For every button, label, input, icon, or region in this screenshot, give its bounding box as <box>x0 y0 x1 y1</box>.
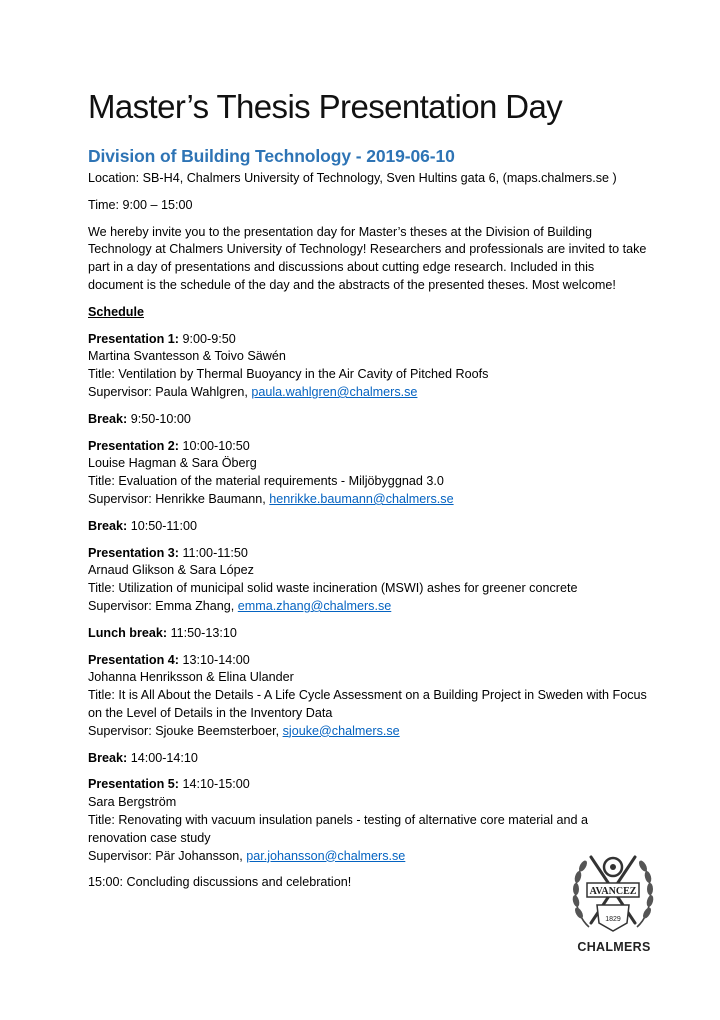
thesis-title: Title: Utilization of municipal solid waste incineration (MSWI) ashes for greener concrete <box>88 581 578 596</box>
subtitle: Division of Building Technology - 2019-06-10 <box>88 146 455 166</box>
presentation-time: 11:00-11:50 <box>178 545 248 560</box>
thesis-title: Title: Evaluation of the material requirements - Miljöbyggnad 3.0 <box>88 474 444 489</box>
supervisor-email-link[interactable]: emma.zhang@chalmers.se <box>237 598 392 613</box>
thesis-title: Title: Renovating with vacuum insulation panels - testing of alternative core material and a <box>88 812 589 827</box>
authors: Sara Bergström <box>88 795 177 810</box>
presentation-label: Presentation 4: <box>88 652 179 667</box>
presentation-label: Presentation 3: <box>88 545 179 560</box>
break-2: Break: 10:50-11:00 <box>88 518 197 533</box>
authors: Arnaud Glikson & Sara López <box>88 563 254 578</box>
presentation-time: 9:00-9:50 <box>178 331 236 346</box>
intro-line: We hereby invite you to the presentation day for Master’s theses at the Division of Building <box>88 224 593 239</box>
thesis-title-continued: renovation case study <box>88 830 211 845</box>
presentation-3 <box>88 545 643 616</box>
thesis-title-continued: on the Level of Details in the Inventory Data <box>88 705 333 720</box>
chalmers-wordmark: CHALMERS <box>577 940 651 954</box>
presentation-time: 10:00-10:50 <box>178 438 250 453</box>
supervisor: Supervisor: Henrikke Baumann, <box>88 491 270 506</box>
presentation-2 <box>88 438 643 509</box>
supervisor-email-link[interactable]: sjouke@chalmers.se <box>282 723 400 738</box>
intro-line: Technology at Chalmers University of Technology! Researchers and professionals are invited to take <box>88 242 647 257</box>
thesis-title: Title: Ventilation by Thermal Buoyancy in the Air Cavity of Pitched Roofs <box>88 367 489 382</box>
intro-line: document is the schedule of the day and the abstracts of the presented theses. Most welcome! <box>88 277 616 292</box>
supervisor-email-link[interactable]: paula.wahlgren@chalmers.se <box>251 384 418 399</box>
presentation-4 <box>88 652 647 741</box>
authors: Louise Hagman & Sara Öberg <box>88 456 257 471</box>
supervisor: Supervisor: Sjouke Beemsterboer, <box>88 723 283 738</box>
authors: Martina Svantesson & Toivo Säwén <box>88 349 286 364</box>
break-1: Break: 9:50-10:00 <box>88 411 191 426</box>
presentation-label: Presentation 2: <box>88 438 179 453</box>
break-3: Break: 14:00-14:10 <box>88 750 198 765</box>
chalmers-seal-logo <box>567 843 659 939</box>
supervisor-email-link[interactable]: par.johansson@chalmers.se <box>246 848 406 863</box>
presentation-label: Presentation 5: <box>88 777 179 792</box>
seal-year: 1829 <box>605 916 621 923</box>
thesis-title: Title: It is All About the Details - A Life Cycle Assessment on a Building Project in Sweden with Focus <box>88 688 647 703</box>
intro-paragraph <box>88 224 647 295</box>
supervisor: Supervisor: Paula Wahlgren, <box>88 384 252 399</box>
presentation-time: 13:10-14:00 <box>178 652 250 667</box>
time-line: Time: 9:00 – 15:00 <box>88 197 193 212</box>
authors: Johanna Henriksson & Elina Ulander <box>88 670 294 685</box>
presentation-5 <box>88 776 643 865</box>
intro-line: part in a day of presentations and discussions about cutting edge research. Included in this <box>88 260 595 275</box>
presentation-time: 14:10-15:00 <box>178 777 250 792</box>
presentation-label: Presentation 1: <box>88 331 179 346</box>
supervisor: Supervisor: Emma Zhang, <box>88 598 238 613</box>
location-line: Location: SB-H4, Chalmers University of Technology, Sven Hultins gata 6, (maps.chalmers.se ) <box>88 171 617 185</box>
document-body <box>88 170 647 901</box>
page-title: Master’s Thesis Presentation Day <box>88 88 563 125</box>
supervisor: Supervisor: Pär Johansson, <box>88 848 247 863</box>
presentation-1 <box>88 331 643 402</box>
lunch-break: Lunch break: 11:50-13:10 <box>88 625 237 640</box>
schedule-heading: Schedule <box>88 304 144 319</box>
closing-line: 15:00: Concluding discussions and celebration! <box>88 875 352 890</box>
seal-motto: AVANCEZ <box>589 886 637 897</box>
supervisor-email-link[interactable]: henrikke.baumann@chalmers.se <box>269 491 454 506</box>
